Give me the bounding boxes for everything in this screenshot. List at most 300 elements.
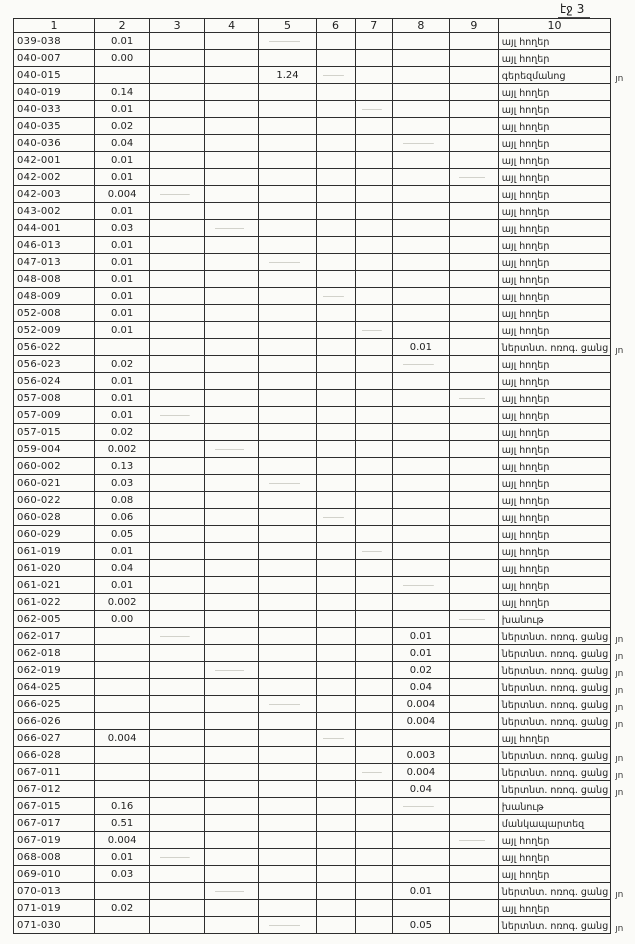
cell-parcel-code: 067-012 bbox=[14, 781, 95, 798]
margin-mark bbox=[611, 798, 635, 815]
cell-land-use: ներտնտ. ոռոգ. ցանց bbox=[498, 747, 610, 764]
table-row bbox=[14, 84, 635, 101]
cell-value bbox=[392, 560, 449, 577]
cell-value bbox=[316, 50, 355, 67]
cell-value bbox=[316, 220, 355, 237]
table-row bbox=[14, 475, 635, 492]
cell-value bbox=[316, 815, 355, 832]
table-row bbox=[14, 339, 635, 356]
cell-value bbox=[392, 832, 449, 849]
cell-value bbox=[204, 33, 259, 50]
cell-value bbox=[204, 798, 259, 815]
cell-value bbox=[316, 288, 355, 305]
cell-value bbox=[450, 543, 499, 560]
cell-land-use: այլ հողեր bbox=[498, 271, 610, 288]
table-row bbox=[14, 118, 635, 135]
cell-value: 0.01 bbox=[94, 271, 149, 288]
cell-value bbox=[450, 560, 499, 577]
cell-value bbox=[204, 458, 259, 475]
table-row bbox=[14, 152, 635, 169]
cell-value bbox=[259, 322, 316, 339]
cell-parcel-code: 042-001 bbox=[14, 152, 95, 169]
cell-value bbox=[450, 254, 499, 271]
cell-value bbox=[392, 84, 449, 101]
cell-value bbox=[150, 662, 205, 679]
table-row bbox=[14, 883, 635, 900]
margin-mark bbox=[611, 577, 635, 594]
cell-land-use: այլ հողեր bbox=[498, 849, 610, 866]
cell-value bbox=[94, 662, 149, 679]
cell-value bbox=[355, 560, 392, 577]
cell-value bbox=[150, 849, 205, 866]
cell-value bbox=[259, 390, 316, 407]
cell-value bbox=[204, 696, 259, 713]
table-row bbox=[14, 492, 635, 509]
cell-land-use: այլ հողեր bbox=[498, 186, 610, 203]
cell-value bbox=[355, 203, 392, 220]
cell-value bbox=[355, 101, 392, 118]
cell-value: 0.00 bbox=[94, 50, 149, 67]
cell-value bbox=[259, 475, 316, 492]
cell-parcel-code: 064-025 bbox=[14, 679, 95, 696]
cell-land-use: այլ հողեր bbox=[498, 169, 610, 186]
cell-value bbox=[259, 611, 316, 628]
cell-value bbox=[355, 135, 392, 152]
cell-value bbox=[450, 152, 499, 169]
cell-value: 0.01 bbox=[94, 237, 149, 254]
margin-mark bbox=[611, 390, 635, 407]
cell-parcel-code: 061-019 bbox=[14, 543, 95, 560]
cell-value bbox=[450, 662, 499, 679]
cell-value bbox=[259, 764, 316, 781]
cell-value bbox=[355, 458, 392, 475]
cell-value bbox=[150, 203, 205, 220]
cell-value bbox=[450, 169, 499, 186]
cell-land-use: խանութ bbox=[498, 798, 610, 815]
margin-mark bbox=[611, 356, 635, 373]
cell-value bbox=[204, 594, 259, 611]
cell-value bbox=[204, 662, 259, 679]
margin-mark bbox=[611, 509, 635, 526]
cell-value bbox=[450, 526, 499, 543]
cell-value bbox=[392, 594, 449, 611]
cell-value bbox=[150, 509, 205, 526]
cell-value bbox=[316, 577, 355, 594]
table-row bbox=[14, 322, 635, 339]
cell-value bbox=[259, 50, 316, 67]
cell-value bbox=[450, 186, 499, 203]
cell-value bbox=[259, 101, 316, 118]
cell-value: 0.002 bbox=[94, 594, 149, 611]
cell-value bbox=[316, 594, 355, 611]
cell-value bbox=[392, 118, 449, 135]
margin-spacer bbox=[611, 19, 635, 33]
cell-parcel-code: 062-005 bbox=[14, 611, 95, 628]
cell-land-use: այլ հողեր bbox=[498, 322, 610, 339]
cell-value bbox=[150, 254, 205, 271]
cell-value bbox=[316, 101, 355, 118]
table-row bbox=[14, 764, 635, 781]
cell-parcel-code: 039-038 bbox=[14, 33, 95, 50]
cell-land-use: այլ հողեր bbox=[498, 560, 610, 577]
cell-land-use: այլ հողեր bbox=[498, 407, 610, 424]
cell-value bbox=[316, 186, 355, 203]
table-row bbox=[14, 135, 635, 152]
cell-value bbox=[316, 33, 355, 50]
table-row bbox=[14, 815, 635, 832]
cell-value bbox=[94, 781, 149, 798]
cell-value bbox=[204, 560, 259, 577]
cell-value bbox=[355, 815, 392, 832]
cell-value bbox=[355, 492, 392, 509]
cell-value bbox=[355, 900, 392, 917]
cell-value bbox=[150, 237, 205, 254]
cell-land-use: ներտնտ. ոռոգ. ցանց bbox=[498, 764, 610, 781]
cell-value bbox=[392, 900, 449, 917]
cell-value: 0.04 bbox=[94, 135, 149, 152]
cell-land-use: ներտնտ. ոռոգ. ցանց bbox=[498, 917, 610, 934]
margin-mark: յո bbox=[615, 770, 624, 781]
cell-value bbox=[355, 747, 392, 764]
cell-value bbox=[355, 509, 392, 526]
cell-value bbox=[150, 560, 205, 577]
cell-value bbox=[204, 424, 259, 441]
cell-value bbox=[355, 611, 392, 628]
cell-value bbox=[150, 390, 205, 407]
cell-value bbox=[355, 390, 392, 407]
cell-value bbox=[150, 645, 205, 662]
cell-value bbox=[450, 50, 499, 67]
cell-value bbox=[259, 645, 316, 662]
margin-mark bbox=[611, 152, 635, 169]
cell-value bbox=[355, 696, 392, 713]
cell-land-use: այլ հողեր bbox=[498, 288, 610, 305]
cell-value bbox=[259, 424, 316, 441]
cell-value: 0.02 bbox=[94, 118, 149, 135]
cell-value bbox=[450, 611, 499, 628]
cell-value bbox=[450, 339, 499, 356]
cell-land-use: այլ հողեր bbox=[498, 458, 610, 475]
cell-value bbox=[392, 135, 449, 152]
cell-parcel-code: 056-023 bbox=[14, 356, 95, 373]
cell-value bbox=[204, 730, 259, 747]
cell-value bbox=[450, 237, 499, 254]
cell-value bbox=[204, 509, 259, 526]
cell-value bbox=[150, 135, 205, 152]
cell-value bbox=[259, 900, 316, 917]
column-header: 3 bbox=[150, 19, 205, 33]
margin-mark bbox=[611, 169, 635, 186]
cell-value bbox=[316, 152, 355, 169]
cell-value: 1.24 bbox=[259, 67, 316, 84]
cell-value bbox=[204, 713, 259, 730]
cell-value bbox=[316, 407, 355, 424]
margin-mark bbox=[611, 33, 635, 50]
cell-value bbox=[450, 67, 499, 84]
cell-value: 0.01 bbox=[94, 254, 149, 271]
cell-parcel-code: 067-011 bbox=[14, 764, 95, 781]
cell-value bbox=[450, 764, 499, 781]
cell-value: 0.03 bbox=[94, 475, 149, 492]
cell-value bbox=[204, 322, 259, 339]
cell-value bbox=[316, 679, 355, 696]
margin-mark: յո bbox=[615, 73, 624, 84]
cell-value bbox=[450, 577, 499, 594]
cell-value bbox=[259, 339, 316, 356]
cell-land-use: այլ հողեր bbox=[498, 305, 610, 322]
cell-value bbox=[259, 33, 316, 50]
margin-mark: յո bbox=[615, 634, 624, 645]
margin-mark bbox=[611, 373, 635, 390]
margin-mark bbox=[611, 288, 635, 305]
cell-value bbox=[150, 577, 205, 594]
cell-land-use: այլ հողեր bbox=[498, 577, 610, 594]
cell-value: 0.01 bbox=[94, 152, 149, 169]
cell-value bbox=[316, 67, 355, 84]
cell-value bbox=[316, 628, 355, 645]
cell-value bbox=[355, 645, 392, 662]
column-header: 10 bbox=[498, 19, 610, 33]
margin-mark bbox=[611, 135, 635, 152]
margin-mark bbox=[611, 492, 635, 509]
margin-mark bbox=[611, 849, 635, 866]
cell-parcel-code: 062-018 bbox=[14, 645, 95, 662]
table-row bbox=[14, 458, 635, 475]
cell-land-use: այլ հողեր bbox=[498, 373, 610, 390]
cell-value bbox=[392, 407, 449, 424]
cell-value: 0.01 bbox=[94, 203, 149, 220]
cell-parcel-code: 066-025 bbox=[14, 696, 95, 713]
cell-value bbox=[392, 203, 449, 220]
cell-land-use: այլ հողեր bbox=[498, 832, 610, 849]
cell-value bbox=[392, 254, 449, 271]
cell-value bbox=[259, 560, 316, 577]
column-header: 6 bbox=[316, 19, 355, 33]
cell-value bbox=[355, 849, 392, 866]
cell-value: 0.04 bbox=[94, 560, 149, 577]
table-row bbox=[14, 271, 635, 288]
cell-value: 0.01 bbox=[94, 288, 149, 305]
cell-value: 0.06 bbox=[94, 509, 149, 526]
table-row bbox=[14, 373, 635, 390]
cell-value bbox=[150, 407, 205, 424]
cell-value bbox=[450, 33, 499, 50]
table-row bbox=[14, 169, 635, 186]
cell-land-use: այլ հողեր bbox=[498, 237, 610, 254]
cell-value bbox=[316, 475, 355, 492]
cell-value bbox=[355, 526, 392, 543]
cell-value bbox=[355, 798, 392, 815]
cell-value bbox=[204, 441, 259, 458]
cell-land-use: այլ հողեր bbox=[498, 152, 610, 169]
margin-mark bbox=[611, 900, 635, 917]
cell-value bbox=[450, 475, 499, 492]
cell-land-use: այլ հողեր bbox=[498, 492, 610, 509]
cell-parcel-code: 048-009 bbox=[14, 288, 95, 305]
cell-value bbox=[392, 322, 449, 339]
cell-value: 0.01 bbox=[94, 849, 149, 866]
table-row bbox=[14, 628, 635, 645]
column-header: 8 bbox=[392, 19, 449, 33]
cell-value bbox=[392, 271, 449, 288]
table-row bbox=[14, 781, 635, 798]
cell-land-use: գերեզմանոց bbox=[498, 67, 610, 84]
cell-parcel-code: 057-015 bbox=[14, 424, 95, 441]
cell-value bbox=[316, 254, 355, 271]
cell-land-use: ներտնտ. ոռոգ. ցանց bbox=[498, 781, 610, 798]
cell-land-use: այլ հողեր bbox=[498, 220, 610, 237]
cell-value bbox=[392, 288, 449, 305]
cell-value bbox=[204, 628, 259, 645]
cell-value bbox=[450, 900, 499, 917]
cell-value bbox=[316, 118, 355, 135]
cell-value bbox=[94, 696, 149, 713]
cell-parcel-code: 066-028 bbox=[14, 747, 95, 764]
cell-value: 0.16 bbox=[94, 798, 149, 815]
cell-value bbox=[450, 305, 499, 322]
cell-land-use: այլ հողեր bbox=[498, 203, 610, 220]
cell-value bbox=[204, 900, 259, 917]
margin-mark bbox=[611, 237, 635, 254]
cell-value bbox=[150, 815, 205, 832]
cell-value bbox=[355, 50, 392, 67]
cell-parcel-code: 040-036 bbox=[14, 135, 95, 152]
margin-mark bbox=[611, 101, 635, 118]
cell-value bbox=[259, 118, 316, 135]
cell-value bbox=[450, 356, 499, 373]
cell-value bbox=[316, 543, 355, 560]
cell-land-use: այլ հողեր bbox=[498, 424, 610, 441]
cell-value bbox=[204, 577, 259, 594]
cell-land-use: ներտնտ. ոռոգ. ցանց bbox=[498, 628, 610, 645]
cell-land-use: այլ հողեր bbox=[498, 900, 610, 917]
cell-value bbox=[150, 696, 205, 713]
cell-value bbox=[259, 220, 316, 237]
cell-value bbox=[392, 67, 449, 84]
cell-value bbox=[204, 203, 259, 220]
cell-value bbox=[259, 509, 316, 526]
cell-value bbox=[259, 577, 316, 594]
cell-value bbox=[150, 322, 205, 339]
cell-value bbox=[94, 645, 149, 662]
table-row bbox=[14, 730, 635, 747]
column-header: 9 bbox=[450, 19, 499, 33]
cell-value bbox=[204, 390, 259, 407]
cell-value bbox=[316, 662, 355, 679]
cell-value: 0.04 bbox=[392, 679, 449, 696]
cell-parcel-code: 066-027 bbox=[14, 730, 95, 747]
cell-parcel-code: 067-015 bbox=[14, 798, 95, 815]
cell-value bbox=[392, 237, 449, 254]
cell-value bbox=[204, 492, 259, 509]
cell-parcel-code: 047-013 bbox=[14, 254, 95, 271]
cell-value bbox=[259, 135, 316, 152]
cell-value bbox=[450, 84, 499, 101]
cell-parcel-code: 068-008 bbox=[14, 849, 95, 866]
cell-value bbox=[316, 84, 355, 101]
cell-value bbox=[259, 849, 316, 866]
header-row bbox=[14, 19, 635, 33]
cell-value bbox=[450, 645, 499, 662]
cell-value bbox=[259, 254, 316, 271]
cell-value bbox=[355, 577, 392, 594]
margin-mark bbox=[611, 526, 635, 543]
cell-parcel-code: 066-026 bbox=[14, 713, 95, 730]
cell-value: 0.04 bbox=[392, 781, 449, 798]
cell-value bbox=[259, 152, 316, 169]
cell-parcel-code: 042-003 bbox=[14, 186, 95, 203]
cell-value bbox=[316, 169, 355, 186]
cell-value bbox=[316, 611, 355, 628]
cell-land-use: այլ հողեր bbox=[498, 84, 610, 101]
table-row bbox=[14, 526, 635, 543]
cell-value bbox=[450, 509, 499, 526]
cell-land-use: այլ հողեր bbox=[498, 101, 610, 118]
cell-value: 0.01 bbox=[392, 645, 449, 662]
cell-value: 0.01 bbox=[94, 373, 149, 390]
cell-value bbox=[316, 339, 355, 356]
cell-value bbox=[259, 543, 316, 560]
cell-parcel-code: 060-028 bbox=[14, 509, 95, 526]
cell-parcel-code: 040-007 bbox=[14, 50, 95, 67]
cell-value bbox=[355, 152, 392, 169]
cell-value bbox=[316, 203, 355, 220]
margin-mark: յո bbox=[615, 345, 624, 356]
cell-value bbox=[259, 407, 316, 424]
cell-value bbox=[259, 271, 316, 288]
margin-mark bbox=[611, 271, 635, 288]
table-row bbox=[14, 203, 635, 220]
cell-value bbox=[392, 611, 449, 628]
cell-value bbox=[259, 662, 316, 679]
cell-value bbox=[204, 118, 259, 135]
cell-value bbox=[150, 492, 205, 509]
cell-value bbox=[392, 220, 449, 237]
cell-value bbox=[355, 356, 392, 373]
cell-value bbox=[316, 713, 355, 730]
cell-value bbox=[355, 424, 392, 441]
cell-value bbox=[392, 152, 449, 169]
cell-value bbox=[450, 101, 499, 118]
table-row bbox=[14, 407, 635, 424]
cell-value bbox=[450, 322, 499, 339]
cell-value bbox=[204, 288, 259, 305]
cell-value bbox=[150, 764, 205, 781]
table-row bbox=[14, 577, 635, 594]
cell-value bbox=[150, 305, 205, 322]
cell-value bbox=[355, 594, 392, 611]
cell-value bbox=[355, 781, 392, 798]
cell-value bbox=[150, 441, 205, 458]
cell-value bbox=[316, 237, 355, 254]
cell-value bbox=[392, 849, 449, 866]
cell-parcel-code: 071-030 bbox=[14, 917, 95, 934]
cell-value bbox=[450, 883, 499, 900]
cell-value bbox=[259, 492, 316, 509]
margin-mark bbox=[611, 730, 635, 747]
cell-value bbox=[450, 135, 499, 152]
cell-value: 0.02 bbox=[94, 424, 149, 441]
cell-land-use: այլ հողեր bbox=[498, 135, 610, 152]
cell-value: 0.01 bbox=[392, 339, 449, 356]
cell-value bbox=[150, 679, 205, 696]
cell-value bbox=[150, 33, 205, 50]
cell-value bbox=[94, 339, 149, 356]
cell-parcel-code: 067-019 bbox=[14, 832, 95, 849]
cell-value bbox=[316, 849, 355, 866]
cell-value bbox=[150, 152, 205, 169]
cell-parcel-code: 057-008 bbox=[14, 390, 95, 407]
